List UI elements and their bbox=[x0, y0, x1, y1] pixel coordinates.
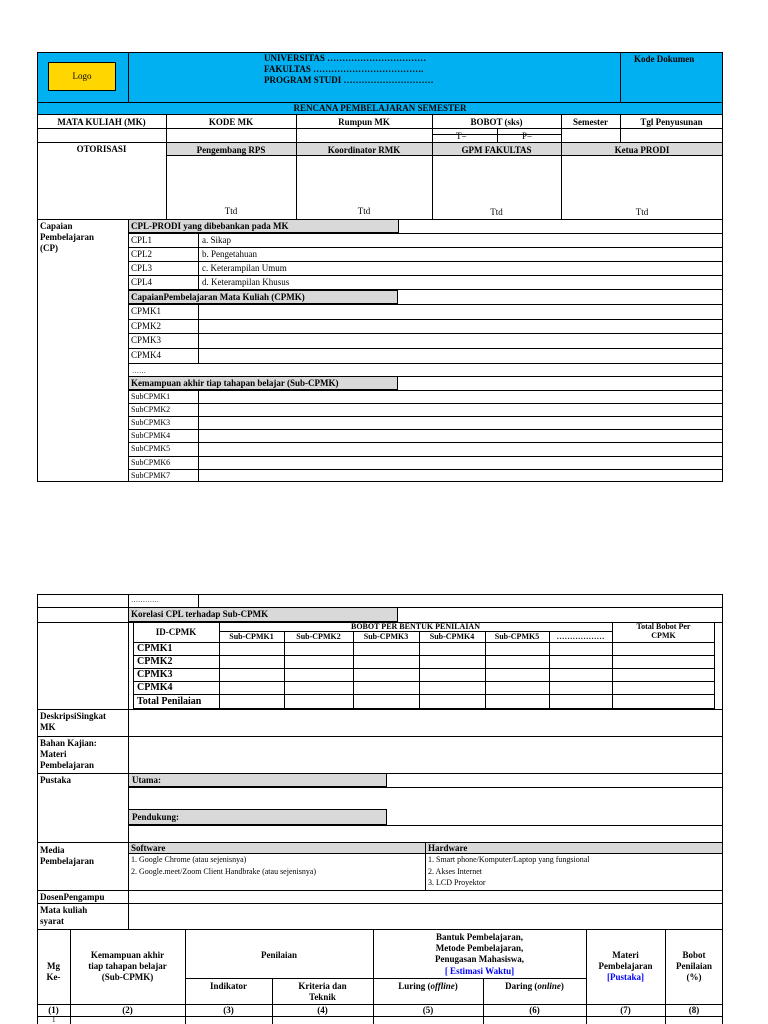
hardware-item-3: 3. LCD Proyektor bbox=[428, 878, 486, 887]
matrix-row-line bbox=[133, 694, 715, 695]
materi-label-1: Materi bbox=[612, 950, 639, 960]
total-bobot-label-1: Total Bobot Per bbox=[636, 622, 691, 631]
media-label-1: Media bbox=[40, 845, 65, 855]
software-item-2: 2. Google.meet/Zoom Client Handbrake (atau sejenisnya) bbox=[131, 867, 317, 876]
matrix-row-label: CPMK1 bbox=[137, 643, 173, 654]
sub-cpmk-code: SubCPMK7 bbox=[131, 470, 171, 480]
cpl-row-line bbox=[128, 247, 723, 248]
indikator-label: Indikator bbox=[209, 981, 247, 991]
bobot-label: BOBOT (sks) bbox=[470, 117, 523, 127]
hardware-label: Hardware bbox=[428, 843, 468, 853]
pustaka-ref-label: [Pustaka] bbox=[606, 972, 644, 982]
bobot-penilaian-label-2: Penilaian bbox=[675, 961, 712, 971]
column-number: (3) bbox=[223, 1005, 234, 1015]
hardware-item-2: 2. Akses Internet bbox=[428, 867, 482, 876]
syarat-label-2: syarat bbox=[40, 916, 64, 926]
cpmk-code: CPMK1 bbox=[131, 306, 162, 316]
kode-mk-label: KODE MK bbox=[208, 117, 254, 127]
cpmk-row-line bbox=[128, 333, 723, 334]
deskripsi-label-2: MK bbox=[40, 722, 56, 732]
logo-label: Logo bbox=[72, 71, 92, 81]
cpl-desc: a. Sikap bbox=[202, 235, 231, 245]
kemampuan-label-1: Kemampuan akhir bbox=[90, 950, 165, 960]
cpmk-code: CPMK3 bbox=[131, 335, 162, 345]
bahan-kajian-label-2: Materi bbox=[40, 749, 67, 759]
column-number: (4) bbox=[317, 1005, 328, 1015]
cpl-code: CPL2 bbox=[131, 249, 153, 259]
matrix-row-label: CPMK2 bbox=[137, 656, 173, 667]
column-number: (6) bbox=[529, 1005, 540, 1015]
korelasi-header: Korelasi CPL terhadap Sub-CPMK bbox=[131, 609, 269, 619]
matrix-row-line bbox=[133, 655, 715, 656]
page2-ellipsis: ………… bbox=[131, 596, 159, 604]
sub-cpmk-row-line bbox=[128, 442, 723, 443]
kode-dokumen-label: Kode Dokumen bbox=[634, 54, 695, 64]
hardware-item-1: 1. Smart phone/Komputer/Laptop yang fungsional bbox=[428, 855, 590, 864]
sub-cpmk-col-header: ……………… bbox=[556, 632, 605, 641]
cpl-desc: c. Keterampilan Umum bbox=[202, 263, 287, 273]
matrix-row-line bbox=[133, 668, 715, 669]
ttd-gpm: Ttd bbox=[490, 207, 503, 217]
syarat-label-1: Mata kuliah bbox=[40, 905, 88, 915]
bobot-penilaian-label-1: Bobot bbox=[682, 950, 706, 960]
mg-label-1: Mg bbox=[47, 961, 60, 971]
sub-cpmk-row-line bbox=[128, 429, 723, 430]
media-label-2: Pembelajaran bbox=[40, 856, 94, 866]
software-label: Software bbox=[131, 843, 166, 853]
mata-kuliah-label: MATA KULIAH (MK) bbox=[57, 117, 146, 127]
otorisasi-label: OTORISASI bbox=[76, 144, 127, 154]
daring-label: Daring (online) bbox=[505, 981, 564, 991]
dosen-label: DosenPengampu bbox=[40, 892, 105, 902]
sub-cpmk-col-header: Sub-CPMK3 bbox=[363, 632, 409, 641]
sub-cpmk-col-header: Sub-CPMK4 bbox=[429, 632, 475, 641]
total-penilaian-label: Total Penilaian bbox=[137, 696, 202, 707]
bahan-kajian-label-1: Bahan Kajian: bbox=[40, 738, 97, 748]
cpl-desc: b. Pengetahuan bbox=[202, 249, 257, 259]
cpl-row-line bbox=[128, 275, 723, 276]
cpl-code: CPL1 bbox=[131, 235, 153, 245]
pengembang-rps-label: Pengembang RPS bbox=[196, 145, 266, 155]
sub-cpmk-code: SubCPMK3 bbox=[131, 418, 171, 428]
bantuk-label-1: Bantuk Pembelajaran, bbox=[435, 932, 523, 942]
cpl-header: CPL-PRODI yang dibebankan pada MK bbox=[131, 221, 289, 231]
total-bobot-label-2: CPMK bbox=[651, 631, 676, 640]
bobot-penilaian-label-3: (%) bbox=[686, 972, 702, 982]
bobot-per-bentuk-label: BOBOT PER BENTUK PENILAIAN bbox=[351, 622, 480, 631]
prodi-label: PROGRAM STUDI ………………………… bbox=[264, 75, 434, 85]
sub-cpmk-row-line bbox=[128, 456, 723, 457]
ttd-kaprodi: Ttd bbox=[635, 207, 649, 217]
cpmk-row-line bbox=[128, 363, 723, 364]
cpmk-header: CapaianPembelajaran Mata Kuliah (CPMK) bbox=[131, 292, 305, 302]
pendukung-label: Pendukung: bbox=[132, 812, 180, 822]
sub-cpmk-code: SubCPMK2 bbox=[131, 405, 171, 415]
cpmk-code: CPMK4 bbox=[131, 350, 162, 360]
rumpun-mk-label: Rumpun MK bbox=[338, 117, 390, 127]
utama-label: Utama: bbox=[132, 775, 161, 785]
fakultas-label: FAKULTAS ………………………………. bbox=[264, 64, 424, 74]
matrix-row-label: CPMK3 bbox=[137, 669, 173, 680]
estimasi-label: [ Estimasi Waktu] bbox=[444, 966, 515, 976]
ketua-prodi-label: Ketua PRODI bbox=[614, 145, 670, 155]
bantuk-label-3: Penugasan Mahasiswa, bbox=[434, 954, 524, 964]
column-number: (7) bbox=[620, 1005, 631, 1015]
column-number: (5) bbox=[422, 1005, 434, 1015]
sub-cpmk-col-header: Sub-CPMK5 bbox=[494, 632, 540, 641]
ttd-pengembang: Ttd bbox=[224, 206, 238, 216]
sub-cpmk-code: SubCPMK4 bbox=[131, 431, 171, 441]
kriteria-label-2: Teknik bbox=[309, 992, 336, 1002]
cpmk-ellipsis: …… bbox=[132, 367, 146, 375]
sub-cpmk-row-line bbox=[128, 416, 723, 417]
cpmk-code: CPMK2 bbox=[131, 321, 162, 331]
cpmk-row-line bbox=[128, 319, 723, 320]
sub-cpmk-col-header: Sub-CPMK2 bbox=[296, 632, 341, 641]
cpl-code: CPL4 bbox=[131, 277, 153, 287]
universitas-label: UNIVERSITAS …………………………… bbox=[264, 53, 427, 63]
logo-box bbox=[48, 62, 116, 91]
penilaian-label: Penilaian bbox=[260, 950, 297, 960]
cp-label-3: (CP) bbox=[40, 243, 58, 253]
deskripsi-label-1: DeskripsiSingkat bbox=[40, 711, 107, 721]
column-number: (8) bbox=[688, 1005, 700, 1015]
materi-label-2: Pembelajaran bbox=[598, 961, 653, 971]
bantuk-label-2: Metode Pembelajaran, bbox=[435, 943, 524, 953]
pustaka-label: Pustaka bbox=[40, 775, 72, 785]
gpm-fakultas-label: GPM FAKULTAS bbox=[461, 145, 532, 155]
mg-label-2: Ke- bbox=[46, 972, 61, 982]
cp-label-1: Capaian bbox=[40, 221, 73, 231]
sub-cpmk-code: SubCPMK1 bbox=[131, 392, 171, 401]
matrix-col-line bbox=[284, 631, 285, 709]
matrix-col-line bbox=[353, 631, 354, 709]
cp-label-2: Pembelajaran bbox=[40, 232, 94, 242]
matrix-row-label: CPMK4 bbox=[137, 682, 173, 693]
matrix-row-line bbox=[133, 681, 715, 682]
matrix-col-line bbox=[419, 631, 420, 709]
cpl-code: CPL3 bbox=[131, 263, 153, 273]
praktik-label: P= bbox=[522, 131, 533, 141]
ttd-koordinator: Ttd bbox=[357, 206, 371, 216]
matrix-col-line bbox=[485, 631, 486, 709]
column-number: (2) bbox=[122, 1005, 133, 1015]
kriteria-label-1: Kriteria dan bbox=[298, 981, 347, 991]
software-item-1: 1. Google Chrome (atau sejenisnya) bbox=[131, 855, 247, 864]
koordinator-rmk-label: Koordinator RMK bbox=[327, 145, 401, 155]
sub-cpmk-header: Kemampuan akhir tiap tahapan belajar (Sub-CPMK) bbox=[131, 378, 339, 388]
id-cpmk-label: ID-CPMK bbox=[155, 627, 197, 637]
bahan-kajian-label-3: Pembelajaran bbox=[40, 760, 94, 770]
sub-cpmk-code: SubCPMK6 bbox=[131, 457, 171, 467]
semester-label: Semester bbox=[573, 117, 608, 127]
tgl-penyusunan-label: Tgl Penyusunan bbox=[640, 117, 703, 127]
first-week-number: 1 bbox=[52, 1016, 56, 1024]
column-number: (1) bbox=[48, 1005, 59, 1015]
teori-label: T= bbox=[456, 131, 467, 141]
utama-box bbox=[128, 773, 387, 787]
kemampuan-label-2: tiap tahapan belajar bbox=[88, 961, 167, 971]
matrix-col-line bbox=[549, 631, 550, 709]
kemampuan-label-3: (Sub-CPMK) bbox=[101, 972, 154, 982]
sub-cpmk-code: SubCPMK5 bbox=[131, 444, 171, 454]
sub-cpmk-row-line bbox=[128, 469, 723, 470]
sub-cpmk-row-line bbox=[128, 403, 723, 404]
cpmk-row-line bbox=[128, 348, 723, 349]
rps-title: RENCANA PEMBELAJARAN SEMESTER bbox=[293, 103, 467, 113]
sub-cpmk-col-header: Sub-CPMK1 bbox=[229, 632, 274, 641]
cpl-row-line bbox=[128, 261, 723, 262]
cpl-desc: d. Keterampilan Khusus bbox=[202, 277, 290, 287]
luring-label: Luring (offline) bbox=[398, 981, 458, 991]
